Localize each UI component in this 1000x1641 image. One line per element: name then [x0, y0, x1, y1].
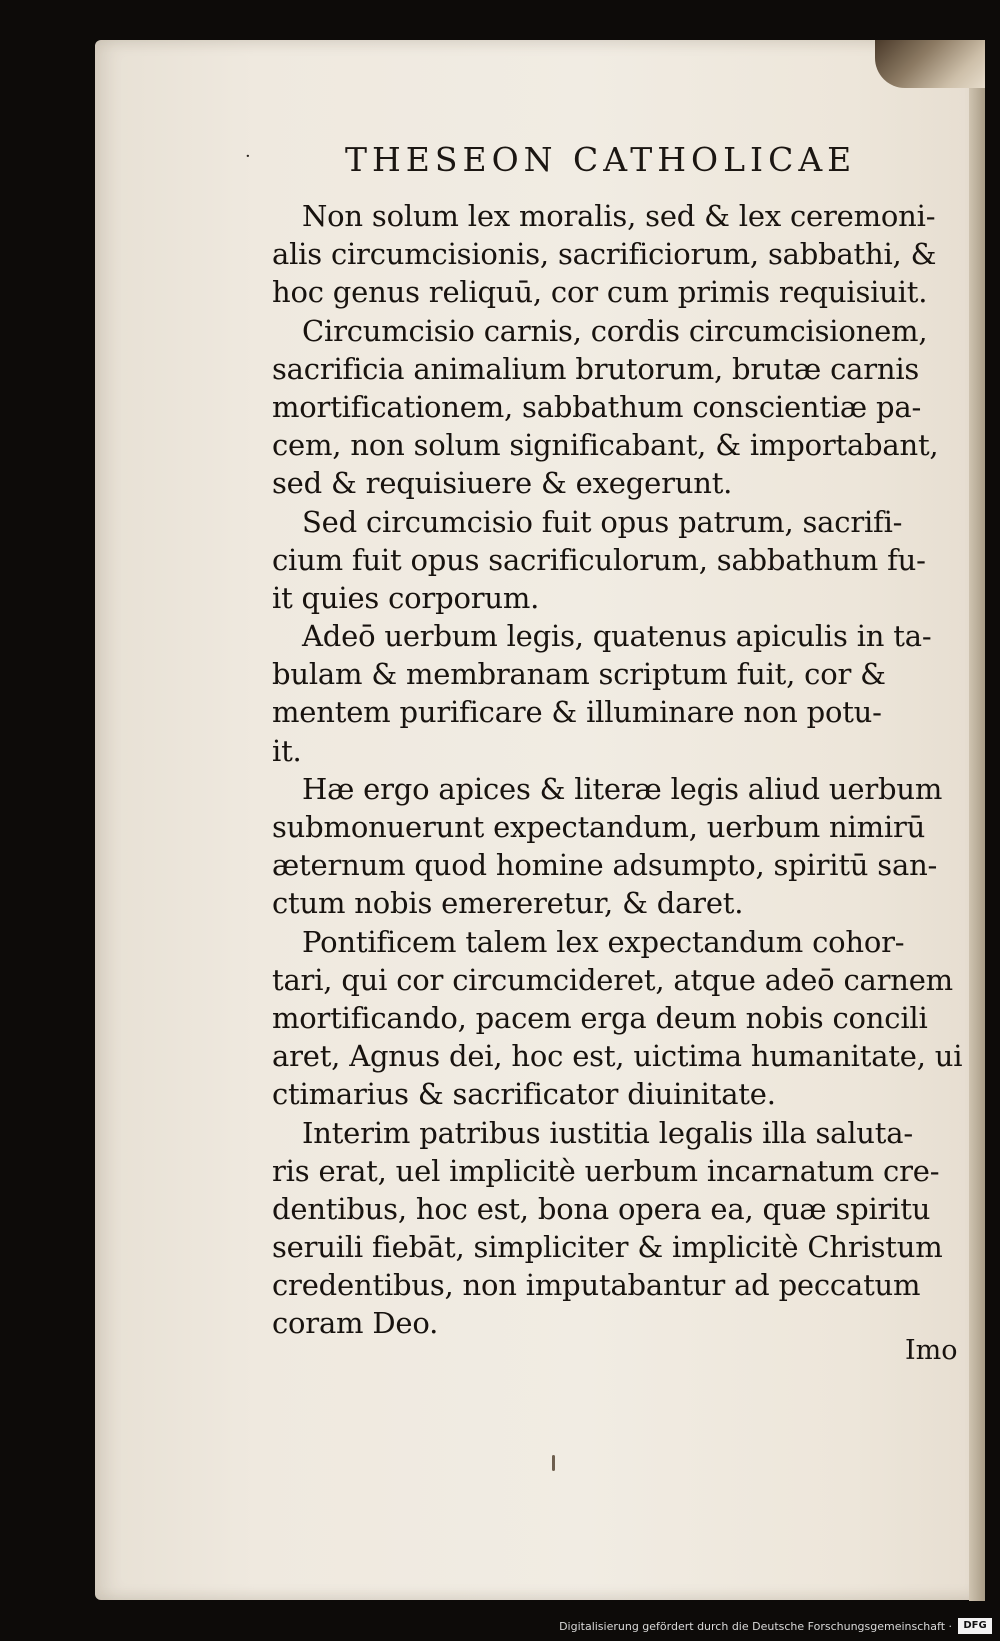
text-line: sacrificia animalium brutorum, brutæ carnis	[272, 351, 920, 386]
text-line: Non solum lex moralis, sed & lex ceremoni-	[302, 199, 936, 233]
text-line: ctum nobis emereretur, & daret.	[272, 886, 744, 921]
catchword: Imo	[905, 1335, 958, 1366]
text-line: dentibus, hoc est, bona opera ea, quæ spiritu	[272, 1191, 931, 1226]
text-line: credentibus, non imputabantur ad peccatum	[272, 1268, 921, 1303]
text-line: Interim patribus iustitia legalis illa saluta-	[302, 1115, 913, 1150]
text-line: alis circumcisionis, sacrificiorum, sabbathi, &	[272, 237, 937, 272]
text-line: cem, non solum significabant, & importabant,	[272, 428, 939, 463]
text-line: æternum quod homine adsumpto, spiritū san-	[272, 848, 938, 883]
page-speck	[552, 1455, 555, 1471]
text-line: cium fuit opus sacrificulorum, sabbathum fu-	[272, 542, 926, 577]
text-line: tari, qui cor circumcideret, atque adeō carnem	[272, 962, 953, 997]
text-line: it quies corporum.	[272, 580, 540, 615]
text-line: sed & requisiuere & exegerunt.	[272, 466, 733, 501]
text-line: it.	[272, 733, 302, 768]
text-line: mortificando, pacem erga deum nobis concili	[272, 1000, 928, 1035]
text-line: submonuerunt expectandum, uerbum nimirū	[272, 810, 926, 844]
text-line: ris erat, uel implicitè uerbum incarnatum cre-	[272, 1153, 940, 1188]
text-line: mortificationem, sabbathum conscientiæ pa-	[272, 389, 922, 424]
text-line: coram Deo.	[272, 1306, 439, 1341]
text-line: mentem purificare & illuminare non potu-	[272, 695, 882, 730]
text-line: ctimarius & sacrificator diuinitate.	[272, 1077, 776, 1112]
body-text	[272, 197, 980, 1343]
text-line: hoc genus reliquū, cor cum primis requisiuit.	[272, 275, 928, 310]
text-line: Sed circumcisio fuit opus patrum, sacrifi-	[302, 504, 903, 539]
text-line: Hæ ergo apices & literæ legis aliud uerbum	[302, 771, 943, 806]
text-line: Circumcisio carnis, cordis circumcisionem,	[302, 313, 928, 348]
text-line: seruili fiebāt, simpliciter & implicitè Christum	[272, 1230, 943, 1265]
footer-note: Digitalisierung gefördert durch die Deutsche Forschungsgemeinschaft ·	[559, 1620, 952, 1633]
text-line: Pontificem talem lex expectandum cohor-	[302, 924, 905, 959]
head-mark: ·	[245, 146, 251, 167]
text-line: aret, Agnus dei, hoc est, uictima humanitate, ui	[272, 1039, 963, 1074]
dfg-logo: DFG	[958, 1618, 992, 1634]
running-head: THESEON CATHOLICAE	[345, 140, 857, 179]
text-line: Adeō uerbum legis, quatenus apiculis in ta-	[302, 619, 932, 654]
text-line: bulam & membranam scriptum fuit, cor &	[272, 657, 886, 692]
page-corner	[875, 40, 985, 88]
